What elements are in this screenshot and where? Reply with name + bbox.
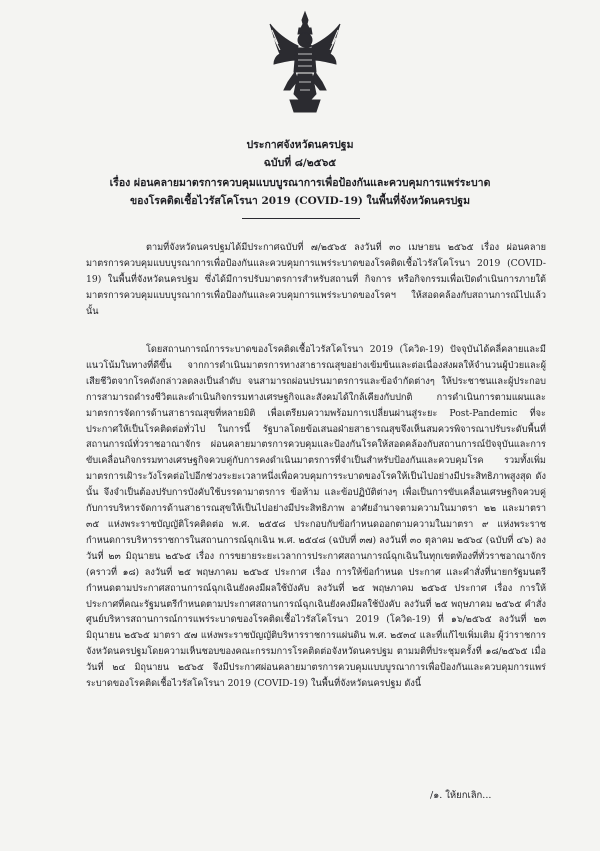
subject-line-1: เรื่อง ผ่อนคลายมาตรการควบคุมแบบบูรณาการเพื่อป้องกันและควบคุมการแพร่ระบาด (109, 177, 491, 189)
document-title: ประกาศจังหวัดนครปฐม (246, 139, 354, 151)
paragraph-1: ตามที่จังหวัดนครปฐมได้มีประกาศฉบับที่ ๗/๒๕๖๕ ลงวันที่ ๓๐ เมษายน ๒๕๖๕ เรื่อง ผ่อนคลายมาตรการควบคุมแบบบูรณาการเพื่อป้องกันและควบคุมการแพร่ระบาดของโรคติดเชื้อไวรัสโคโรนา 2019 (COVID-19) ในพื้นที่จังหวัดนครปฐม ซึ่งได้มีการปรับมาตรการสำหรับสถานที่ กิจการ หรือกิจกรรมเพื่อเปิดดำเนินการภายใต้มาตรการควบคุมแบบบูรณาการเพื่อป้องกันและควบคุมการแพร่ระบาดของโรคฯ ให้สอดคล้องกับสถานการณ์ไปแล้ว นั้น (86, 242, 546, 317)
continuation-marker: /๑. ให้ยกเลิก... (430, 790, 492, 801)
document-number: ฉบับที่ ๘/๒๕๖๕ (263, 157, 337, 169)
paragraph-2: โดยสถานการณ์การระบาดของโรคติดเชื้อไวรัสโคโรนา 2019 (โควิด-19) ปัจจุบันได้คลี่คลายและมีแนวโน้มในทางที่ดีขึ้น จากการดำเนินมาตรการทางสาธารณสุขอย่างเข้มข้นและต่อเนื่องส่งผลให้จำนวนผู้ป่วยและผู้เสียชีวิตจากโรคดังกล่าวลดลงเป็นลำดับ จนสามารถผ่อนปรนมาตรการและข้อจำกัดต่างๆ ให้ประชาชนและผู้ประกอบการสามารถดำรงชีวิตและดำเนินกิจกรรมทางเศรษฐกิจและสังคมได้ใกล้เคียงกับปกติ การดำเนินการตามแผนและมาตรการจัดการด้านสาธารณสุขที่หลายมิติ เพื่อเตรียมความพร้อมการเปลี่ยนผ่านสู่ระยะ Post-Pandemic ที่จะประกาศให้เป็นโรคติดต่อทั่วไป ในการนี้ รัฐบาลโดยข้อเสนอฝ่ายสาธารณสุขจึงเห็นสมควรพิจารณาปรับระดับพื้นที่สถานการณ์ทั่วราชอาณาจักร ผ่อนคลายมาตรการควบคุมและป้องกันโรคให้สอดคล้องกับสถานการณ์ปัจจุบันและการขับเคลื่อนกิจกรรมทางเศรษฐกิจควบคู่กับการคงดำเนินมาตรการที่จำเป็นสำหรับป้องกันและควบคุมโรค รวมทั้งเพิ่มมาตรการเฝ้าระวังโรคต่อไปอีกช่วงระยะเวลาหนึ่งเพื่อควบคุมการระบาดของโรคให้เป็นไปอย่างมีประสิทธิภาพสูงสุด ดังนั้น จึงจำเป็นต้องปรับการบังคับใช้บรรดามาตรการ ข้อห้าม และข้อปฏิบัติต่างๆ เพื่อเป็นการขับเคลื่อนเศรษฐกิจควบคู่กับการบริหารจัดการด้านสาธารณสุขให้เป็นไปอย่างมีประสิทธิภาพ อาศัยอำนาจตามความในมาตรา ๒๒ และมาตรา ๓๕ แห่งพระราชบัญญัติโรคติดต่อ พ.ศ. ๒๕๕๘ ประกอบกับข้อกำหนดออกตามความในมาตรา ๙ แห่งพระราชกำหนดการบริหารราชการในสถานการณ์ฉุกเฉิน พ.ศ. ๒๕๔๘ (ฉบับที่ ๓๗) ลงวันที่ ๓๐ ตุลาคม ๒๕๖๔ (ฉบับที่ ๔๖) ลงวันที่ ๒๓ มิถุนายน ๒๕๖๕ เรื่อง การขยายระยะเวลาการประกาศสถานการณ์ฉุกเฉินในทุกเขตท้องที่ทั่วราชอาณาจักร (คราวที่ ๑๘) ลงวันที่ ๒๕ พฤษภาคม ๒๕๖๕ ประกาศ เรื่อง การให้ข้อกำหนด ประกาศ และคำสั่งที่นายกรัฐมนตรีกำหนดตามประกาศสถานการณ์ฉุกเฉินยังคงมีผลใช้บังคับ ลงวันที่ ๒๕ พฤษภาคม ๒๕๖๕ ประกาศ เรื่อง การให้ประกาศที่คณะรัฐมนตรีกำหนดตามประกาศสถานการณ์ฉุกเฉินยังคงมีผลใช้บังคับ ลงวันที่ ๒๕ พฤษภาคม ๒๕๖๕ คำสั่งศูนย์บริหารสถานการณ์การแพร่ระบาดของโรคติดเชื้อไวรัสโคโรนา 2019 (โควิด-19) ที่ ๑๖/๒๕๖๕ ลงวันที่ ๒๓ มิถุนายน ๒๕๖๕ มาตรา ๕๗ แห่งพระราชบัญญัติบริหารราชการแผ่นดิน พ.ศ. ๒๕๓๔ และที่แก้ไขเพิ่มเติม ผู้ว่าราชการจังหวัดนครปฐมโดยความเห็นชอบของคณะกรรมการโรคติดต่อจังหวัดนครปฐม ตามมติที่ประชุมครั้งที่ ๑๘/๒๕๖๕ เมื่อวันที่ ๒๔ มิถุนายน ๒๕๖๕ จึงมีประกาศผ่อนคลายมาตรการควบคุมแบบบูรณาการเพื่อป้องกันและควบคุมการแพร่ระบาดของโรคติดเชื้อไวรัสโคโรนา 2019 (COVID-19) ในพื้นที่จังหวัดนครปฐม ดังนี้ (86, 344, 546, 690)
garuda-emblem-icon (268, 10, 342, 114)
subject-line-2: ของโรคติดเชื้อไวรัสโคโรนา 2019 (COVID-19) ในพื้นที่จังหวัดนครปฐม (129, 195, 471, 207)
title-divider (242, 218, 360, 219)
